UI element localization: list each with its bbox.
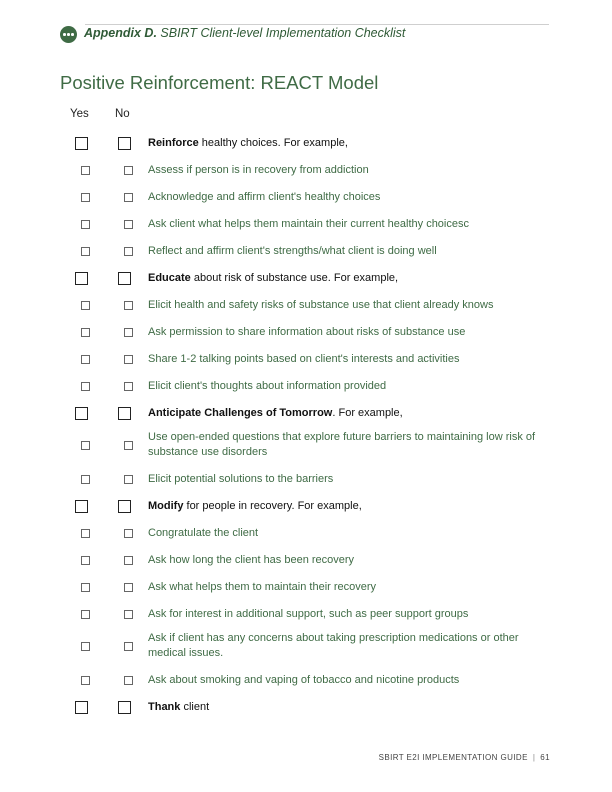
checklist-item: Acknowledge and affirm client's healthy choices <box>148 190 381 203</box>
yes-checkbox[interactable] <box>81 355 90 364</box>
yes-checkbox[interactable] <box>81 382 90 391</box>
no-checkbox[interactable] <box>118 701 131 714</box>
yes-checkbox[interactable] <box>81 610 90 619</box>
page-title: Positive Reinforcement: REACT Model <box>60 72 379 93</box>
yes-checkbox[interactable] <box>81 247 90 256</box>
no-checkbox[interactable] <box>124 301 133 310</box>
no-checkbox[interactable] <box>124 328 133 337</box>
checklist-item: Congratulate the client <box>148 526 259 539</box>
checklist-item: Assess if person is in recovery from addiction <box>148 163 369 176</box>
appendix-name: SBIRT Client-level Implementation Checklist <box>160 26 406 40</box>
no-checkbox[interactable] <box>124 676 133 685</box>
checklist-item: Ask for interest in additional support, such as peer support groups <box>148 607 469 620</box>
no-checkbox[interactable] <box>118 407 131 420</box>
yes-checkbox[interactable] <box>81 529 90 538</box>
no-checkbox[interactable] <box>124 166 133 175</box>
checklist-heading-text: client <box>180 700 210 713</box>
no-checkbox[interactable] <box>124 475 133 484</box>
checklist-item: Elicit potential solutions to the barriers <box>148 472 334 485</box>
guide-name: SBIRT E2I IMPLEMENTATION GUIDE <box>378 753 528 762</box>
yes-column-header: Yes <box>70 108 89 120</box>
checklist-heading <box>148 499 550 514</box>
yes-checkbox[interactable] <box>75 272 88 285</box>
checklist-item: Ask client what helps them maintain their current healthy choicesc <box>148 217 469 230</box>
checklist-heading-keyword: Educate <box>148 271 191 284</box>
checklist-heading <box>148 136 550 151</box>
yes-checkbox[interactable] <box>81 475 90 484</box>
no-checkbox[interactable] <box>118 272 131 285</box>
checklist-item: Ask permission to share information about risks of substance use <box>148 325 466 338</box>
checklist-heading <box>148 700 550 715</box>
yes-checkbox[interactable] <box>81 676 90 685</box>
no-checkbox[interactable] <box>124 193 133 202</box>
checklist-heading-text: about risk of substance use. For example, <box>190 271 399 284</box>
yes-checkbox[interactable] <box>81 328 90 337</box>
no-checkbox[interactable] <box>124 441 133 450</box>
checklist-item: Ask if client has any concerns about taking prescription medications or other medical issues. <box>148 632 519 659</box>
yes-checkbox[interactable] <box>81 166 90 175</box>
checklist-heading-keyword: Anticipate Challenges of Tomorrow <box>148 406 333 419</box>
yes-checkbox[interactable] <box>81 301 90 310</box>
page-footer: SBIRT E2I IMPLEMENTATION GUIDE | 61 <box>378 753 550 762</box>
no-checkbox[interactable] <box>124 556 133 565</box>
checklist-heading <box>148 271 550 286</box>
page-number: 61 <box>540 753 550 762</box>
checklist-heading-text: healthy choices. For example, <box>198 136 348 149</box>
checklist-heading-keyword: Modify <box>148 499 184 512</box>
checklist-heading-text: for people in recovery. For example, <box>183 499 362 512</box>
yes-checkbox[interactable] <box>75 701 88 714</box>
checklist-item: Share 1-2 talking points based on client's interests and activities <box>148 352 460 365</box>
header-rule <box>85 24 549 25</box>
yes-checkbox[interactable] <box>81 193 90 202</box>
yes-checkbox[interactable] <box>75 407 88 420</box>
checklist-item: Use open-ended questions that explore future barriers to maintaining low risk of substance use disorders <box>148 431 536 458</box>
appendix-label: Appendix D. <box>84 26 157 40</box>
no-checkbox[interactable] <box>124 382 133 391</box>
no-checkbox[interactable] <box>124 529 133 538</box>
checklist-heading-keyword: Reinforce <box>148 136 199 149</box>
no-checkbox[interactable] <box>124 642 133 651</box>
checklist-item: Elicit client's thoughts about information provided <box>148 379 387 392</box>
yes-checkbox[interactable] <box>81 220 90 229</box>
checklist-item: Reflect and affirm client's strengths/what client is doing well <box>148 244 437 257</box>
checklist-heading-keyword: Thank <box>148 700 181 713</box>
yes-checkbox[interactable] <box>81 556 90 565</box>
no-column-header: No <box>115 108 130 120</box>
checklist-item: Ask what helps them to maintain their recovery <box>148 580 377 593</box>
yes-checkbox[interactable] <box>81 441 90 450</box>
checklist-heading-text: . For example, <box>332 406 403 419</box>
checklist-item: Elicit health and safety risks of substance use that client already knows <box>148 298 494 311</box>
no-checkbox[interactable] <box>124 247 133 256</box>
no-checkbox[interactable] <box>124 220 133 229</box>
no-checkbox[interactable] <box>118 137 131 150</box>
no-checkbox[interactable] <box>118 500 131 513</box>
checklist-heading <box>148 406 550 421</box>
checklist-item: Ask about smoking and vaping of tobacco and nicotine products <box>148 673 460 686</box>
appendix-title <box>84 26 405 40</box>
yes-checkbox[interactable] <box>81 642 90 651</box>
no-checkbox[interactable] <box>124 355 133 364</box>
no-checkbox[interactable] <box>124 583 133 592</box>
no-checkbox[interactable] <box>124 610 133 619</box>
checklist-item: Ask how long the client has been recovery <box>148 553 355 566</box>
yes-checkbox[interactable] <box>81 583 90 592</box>
yes-checkbox[interactable] <box>75 500 88 513</box>
more-dots-icon <box>60 26 77 43</box>
yes-checkbox[interactable] <box>75 137 88 150</box>
